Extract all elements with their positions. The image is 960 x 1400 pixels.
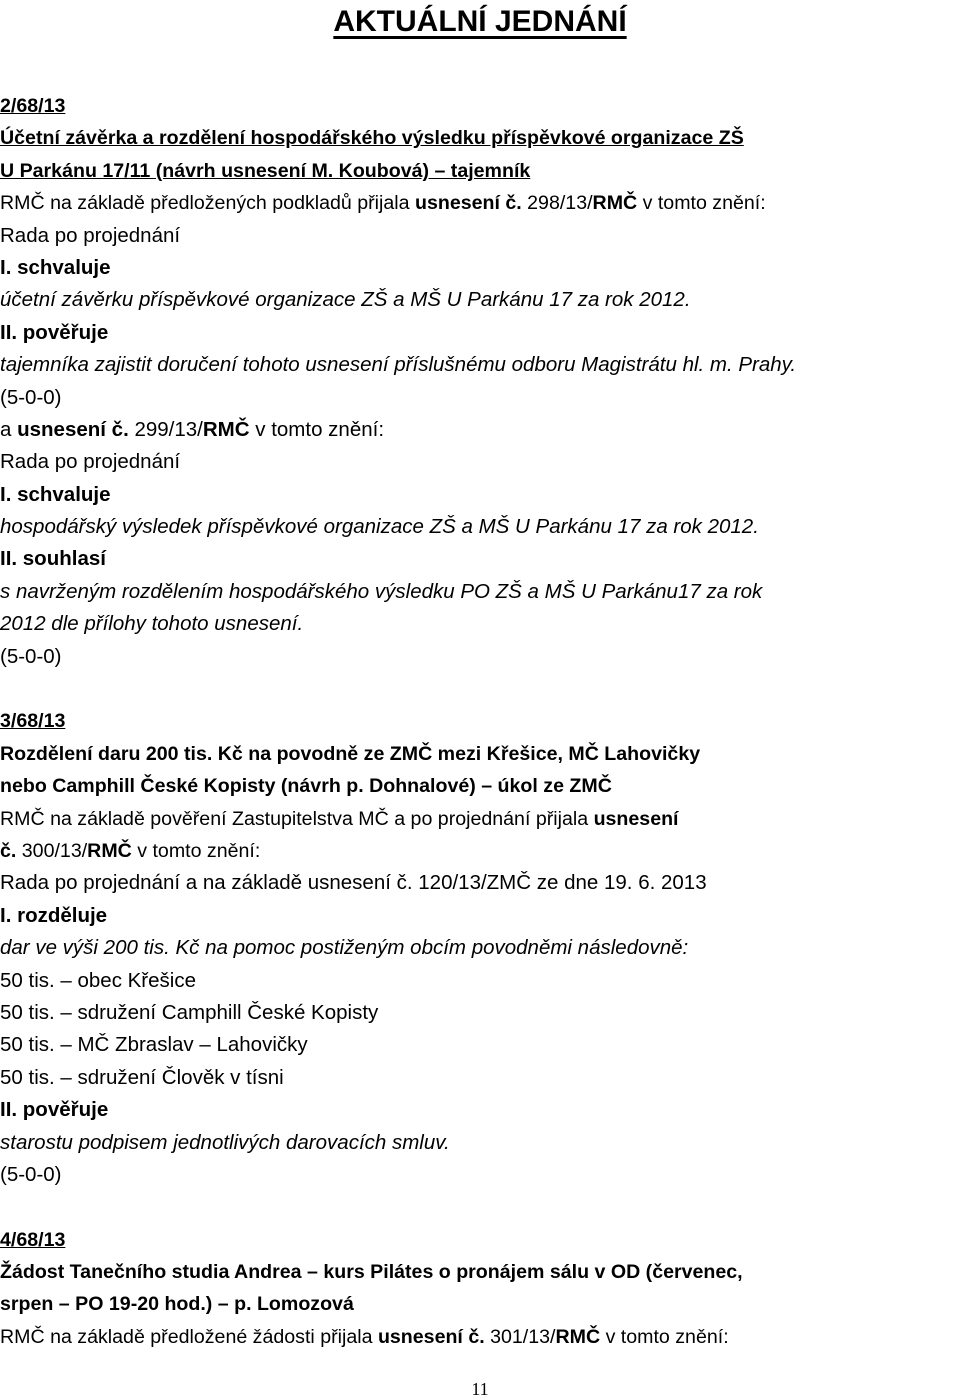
point-label: II. pověřuje bbox=[0, 320, 109, 344]
point-text: s navrženým rozdělením hospodářského výsledku PO ZŠ a MŠ U Parkánu17 za rok bbox=[0, 579, 763, 603]
page-title: AKTUÁLNÍ JEDNÁNÍ bbox=[333, 5, 627, 38]
resolution-intro: RMČ na základě předložených podkladů přijala usnesení č. 298/13/RMČ v tomto znění: bbox=[0, 192, 766, 215]
document-body bbox=[0, 90, 950, 1353]
council-heading: Rada po projednání a na základě usnesení č. 120/13/ZMČ ze dne 19. 6. 2013 bbox=[0, 871, 707, 895]
point-label: I. schvaluje bbox=[0, 255, 111, 279]
council-heading: Rada po projednání bbox=[0, 223, 181, 247]
item-subject: Účetní závěrka a rozdělení hospodářského výsledku příspěvkové organizace ZŠ bbox=[0, 127, 744, 150]
item-subject-continued: U Parkánu 17/11 (návrh usnesení M. Koubová) – tajemník bbox=[0, 159, 531, 182]
point-text: starostu podpisem jednotlivých darovacích smluv. bbox=[0, 1130, 450, 1154]
distribution-item: 50 tis. – sdružení Camphill České Kopisty bbox=[0, 1000, 379, 1024]
distribution-item: 50 tis. – sdružení Člověk v tísni bbox=[0, 1065, 284, 1089]
page-number: 11 bbox=[471, 1379, 489, 1399]
vote-result: (5-0-0) bbox=[0, 385, 62, 409]
item-number: 4/68/13 bbox=[0, 1228, 66, 1251]
resolution-intro-continued: č. 300/13/RMČ v tomto znění: bbox=[0, 839, 261, 862]
point-text: dar ve výši 200 tis. Kč na pomoc postiženým obcím povodněmi následovně: bbox=[0, 936, 689, 960]
point-label: II. souhlasí bbox=[0, 547, 106, 571]
point-label: II. pověřuje bbox=[0, 1098, 109, 1122]
vote-result: (5-0-0) bbox=[0, 1162, 62, 1186]
item-subject-continued: nebo Camphill České Kopisty (návrh p. Dohnalové) – úkol ze ZMČ bbox=[0, 775, 612, 798]
resolution-intro: a usnesení č. 299/13/RMČ v tomto znění: bbox=[0, 417, 385, 441]
spacer bbox=[0, 1191, 950, 1223]
council-heading: Rada po projednání bbox=[0, 450, 181, 474]
item-number: 3/68/13 bbox=[0, 710, 66, 733]
point-text: tajemníka zajistit doručení tohoto usnesení příslušnému odboru Magistrátu hl. m. Prahy. bbox=[0, 353, 797, 377]
point-label: I. rozděluje bbox=[0, 903, 108, 927]
item-subject: Rozdělení daru 200 tis. Kč na povodně ze ZMČ mezi Křešice, MČ Lahovičky bbox=[0, 742, 701, 765]
item-subject-continued: srpen – PO 19-20 hod.) – p. Lomozová bbox=[0, 1293, 354, 1316]
item-subject: Žádost Tanečního studia Andrea – kurs Pilátes o pronájem sálu v OD (červenec, bbox=[0, 1261, 743, 1284]
spacer bbox=[0, 673, 950, 705]
vote-result: (5-0-0) bbox=[0, 644, 62, 668]
distribution-item: 50 tis. – obec Křešice bbox=[0, 968, 196, 992]
point-text: hospodářský výsledek příspěvkové organizace ZŠ a MŠ U Parkánu 17 za rok 2012. bbox=[0, 515, 759, 539]
point-label: I. schvaluje bbox=[0, 482, 111, 506]
point-text-continued: 2012 dle přílohy tohoto usnesení. bbox=[0, 612, 304, 636]
resolution-intro: RMČ na základě předložené žádosti přijala usnesení č. 301/13/RMČ v tomto znění: bbox=[0, 1325, 729, 1348]
resolution-intro: RMČ na základě pověření Zastupitelstva MČ a po projednání přijala usnesení bbox=[0, 807, 679, 830]
item-number: 2/68/13 bbox=[0, 95, 66, 117]
point-text: účetní závěrku příspěvkové organizace ZŠ a MŠ U Parkánu 17 za rok 2012. bbox=[0, 288, 691, 312]
distribution-item: 50 tis. – MČ Zbraslav – Lahovičky bbox=[0, 1033, 308, 1057]
